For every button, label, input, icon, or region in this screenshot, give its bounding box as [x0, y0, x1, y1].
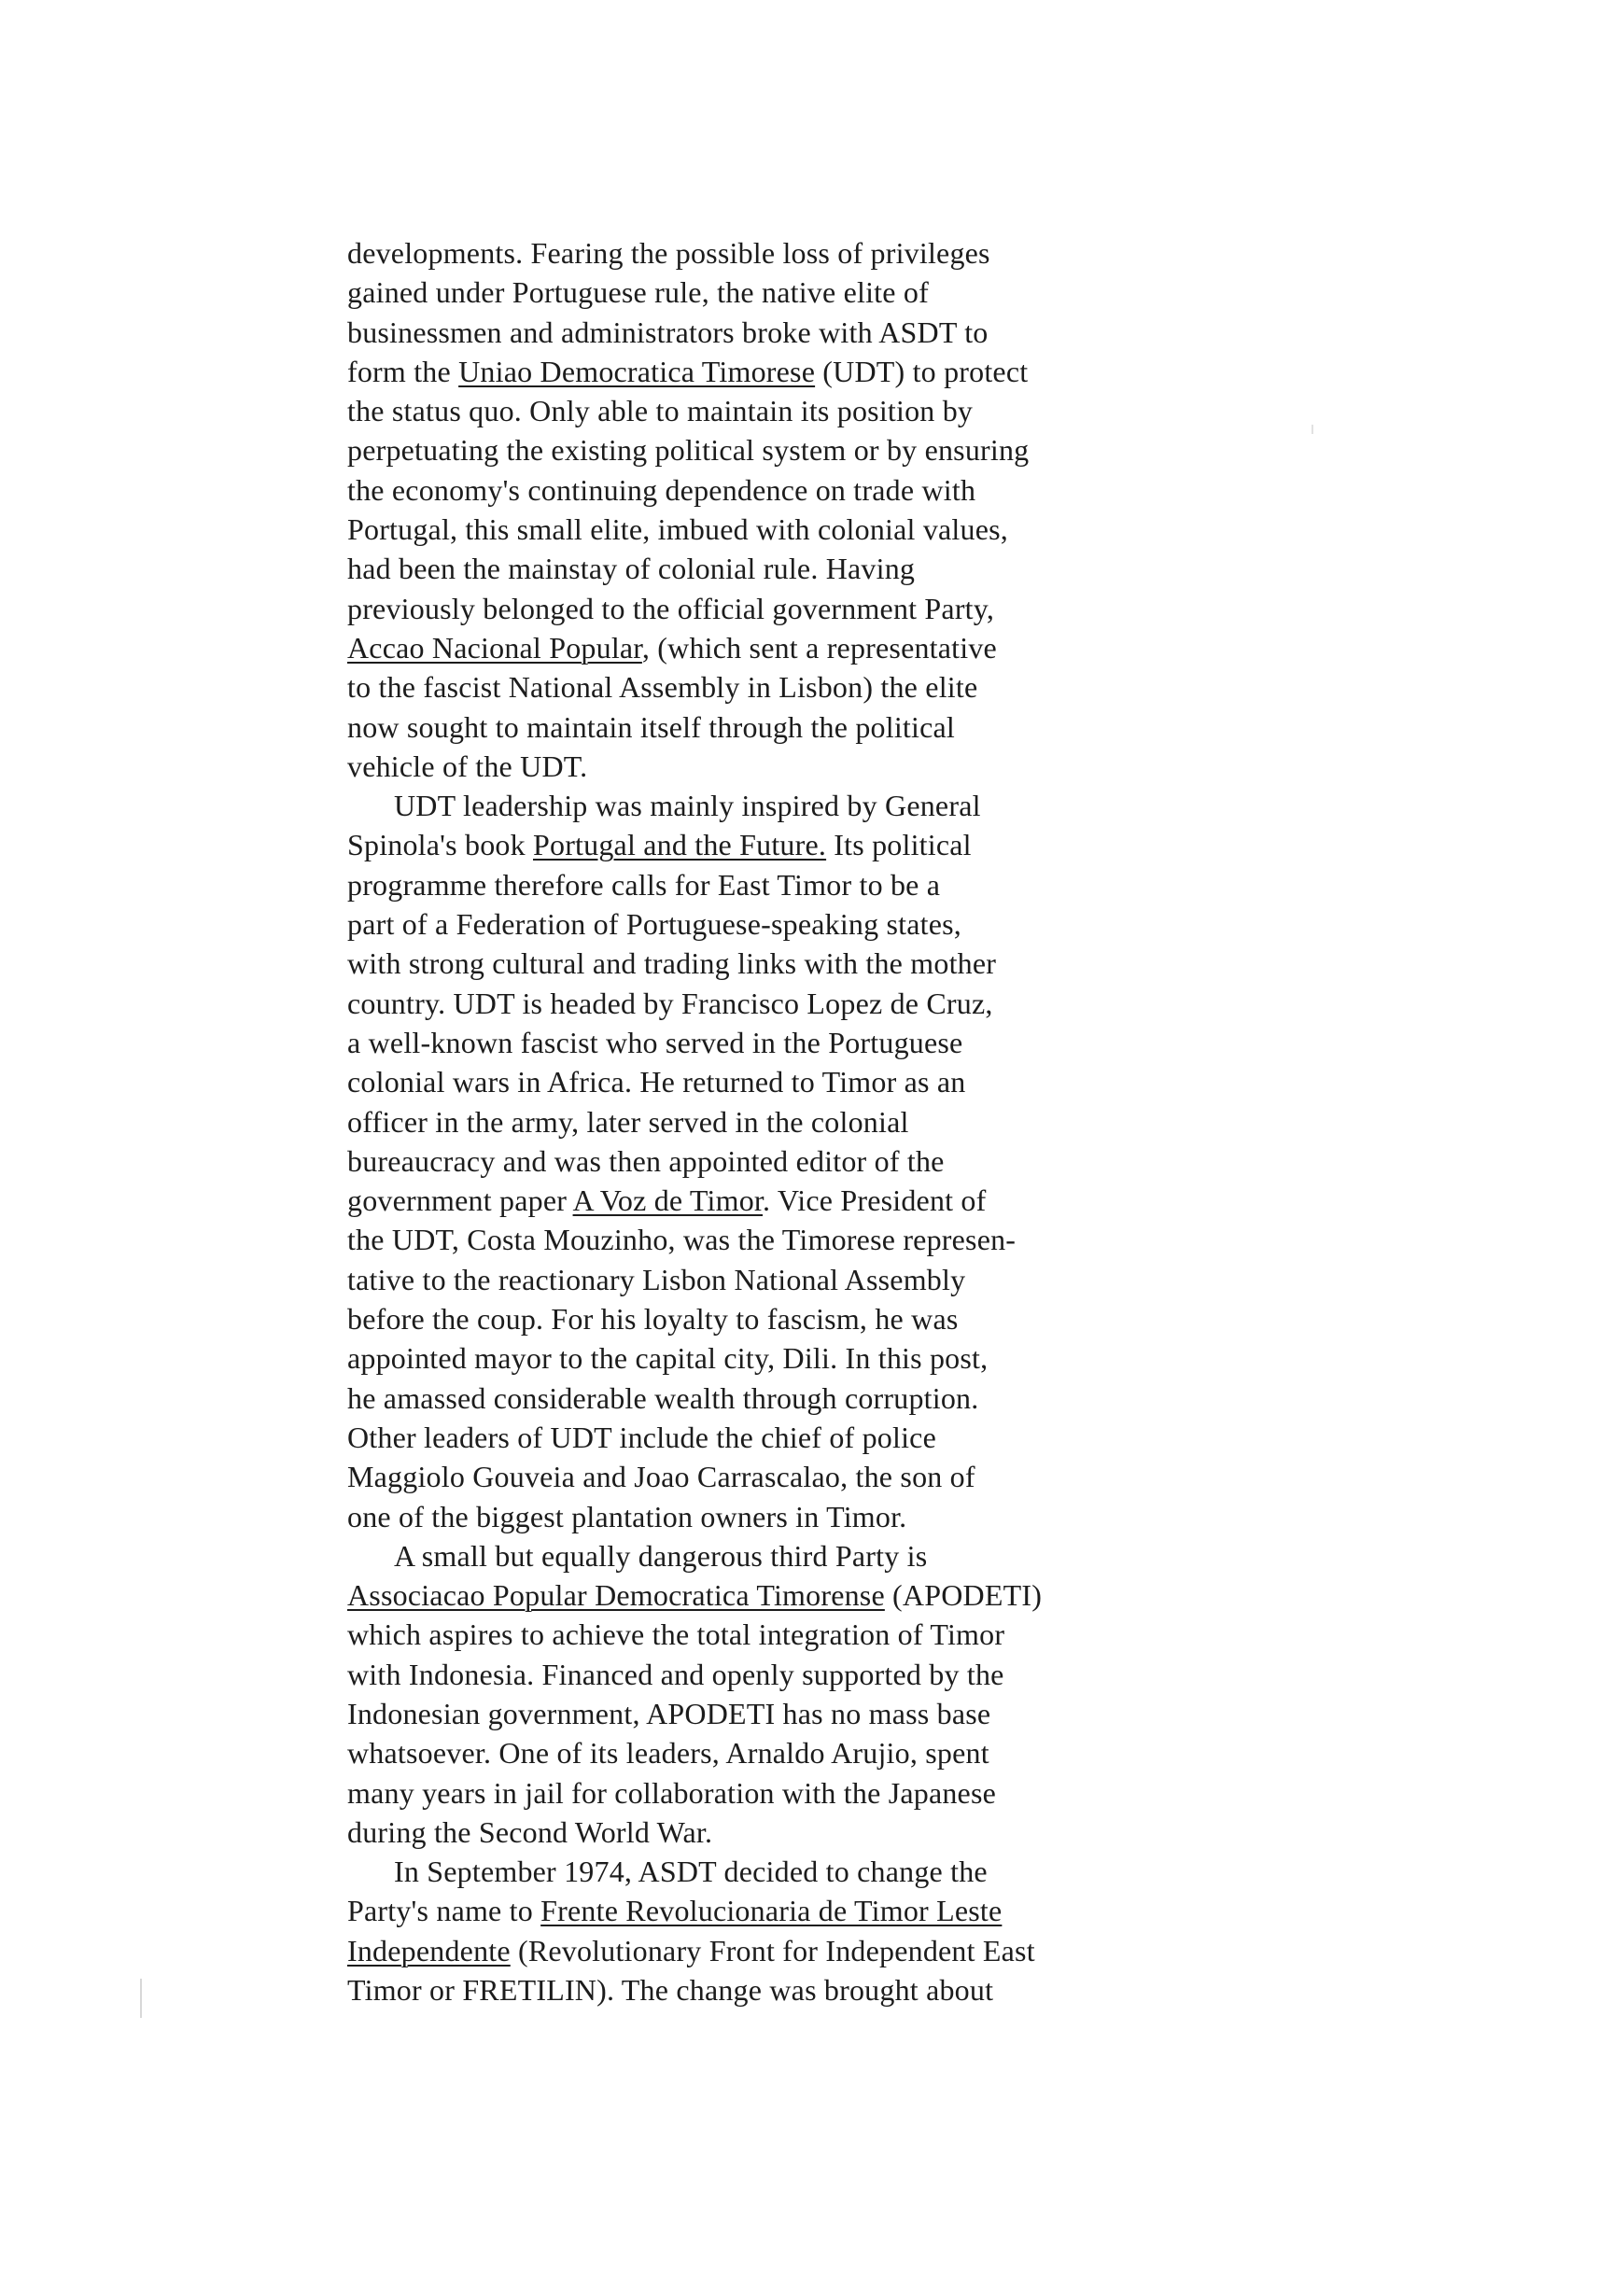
text-line [347, 628, 1243, 667]
text-segment: Maggiolo Gouveia and Joao Carrascalao, the son of [347, 1460, 975, 1494]
paragraph [347, 1536, 1243, 1852]
text-line [347, 391, 1243, 430]
text-segment: . Vice President of [763, 1183, 987, 1218]
text-segment: the status quo. Only able to maintain its position by [347, 394, 974, 428]
text-segment: appointed mayor to the capital city, Dili. In this post, [347, 1341, 989, 1376]
text-segment: the UDT, Costa Mouzinho, was the Timorese represen- [347, 1223, 1017, 1257]
text-column [347, 233, 1243, 2009]
text-segment: with Indonesia. Financed and openly supported by the [347, 1657, 1004, 1691]
underlined-title: A Voz de Timor [572, 1183, 764, 1218]
text-line [347, 1970, 1243, 2009]
text-line [347, 1891, 1243, 1930]
text-line [347, 1655, 1243, 1694]
text-segment: country. UDT is headed by Francisco Lopez de Cruz, [347, 986, 993, 1020]
text-line [347, 825, 1243, 864]
text-segment: one of the biggest plantation owners in Timor. [347, 1499, 907, 1533]
text-segment: Portugal, this small elite, imbued with colonial values, [347, 512, 1008, 547]
text-line [347, 1931, 1243, 1970]
text-line [347, 1813, 1243, 1852]
text-segment: In September 1974, ASDT decided to change the [394, 1855, 988, 1889]
text-segment: UDT leadership was mainly inspired by General [394, 789, 981, 823]
text-segment: perpetuating the existing political system or by ensuring [347, 433, 1030, 468]
text-line [347, 1181, 1243, 1220]
text-line [347, 747, 1243, 786]
text-segment: a well-known fascist who served in the Portuguese [347, 1025, 963, 1059]
paragraph [347, 233, 1243, 786]
text-line [347, 904, 1243, 944]
text-line [347, 1615, 1243, 1654]
underlined-title: Independente [347, 1933, 511, 1967]
text-line [347, 1457, 1243, 1496]
text-line [347, 1497, 1243, 1536]
paragraph [347, 1852, 1243, 2009]
text-line [347, 1260, 1243, 1299]
text-segment: gained under Portuguese rule, the native elite of [347, 275, 929, 310]
text-segment: Party's name to [347, 1894, 541, 1928]
text-line [347, 1379, 1243, 1418]
text-line [347, 1299, 1243, 1338]
text-line [347, 984, 1243, 1023]
underlined-title: Associacao Popular Democratica Timorense [347, 1578, 885, 1613]
text-line [347, 549, 1243, 588]
text-line [347, 1023, 1243, 1062]
text-line [347, 352, 1243, 391]
text-line [347, 1733, 1243, 1772]
scan-artifact [1311, 425, 1313, 434]
text-line [347, 707, 1243, 747]
text-line [347, 1338, 1243, 1378]
text-line [347, 510, 1243, 549]
text-segment: before the coup. For his loyalty to fascism, he was [347, 1302, 959, 1337]
text-line [347, 865, 1243, 904]
text-segment: which aspires to achieve the total integration of Timor [347, 1617, 1005, 1652]
text-segment: many years in jail for collaboration with the Japanese [347, 1775, 997, 1810]
text-line [347, 313, 1243, 352]
text-segment: during the Second World War. [347, 1814, 713, 1849]
text-segment: programme therefore calls for East Timor to be a [347, 867, 941, 902]
text-segment: Timor or FRETILIN). The change was brought about [347, 1973, 994, 2008]
underlined-title: Frente Revolucionaria de Timor Leste [540, 1894, 1003, 1928]
text-segment: whatsoever. One of its leaders, Arnaldo Arujio, spent [347, 1736, 989, 1771]
text-line [347, 944, 1243, 983]
text-line [347, 1536, 1243, 1575]
scan-artifact [140, 1979, 142, 2018]
text-line [347, 667, 1243, 707]
text-segment: (Revolutionary Front for Independent East [510, 1933, 1035, 1967]
text-line [347, 430, 1243, 469]
text-segment: the economy's continuing dependence on trade with [347, 472, 976, 507]
text-segment: with strong cultural and trading links with the mother [347, 946, 997, 981]
text-line [347, 233, 1243, 273]
underlined-title: Uniao Democratica Timorese [458, 354, 816, 388]
text-line [347, 1418, 1243, 1457]
text-segment: businessmen and administrators broke with ASDT to [347, 315, 989, 349]
text-segment: government paper [347, 1183, 573, 1218]
text-segment: to the fascist National Assembly in Lisbon) the elite [347, 670, 978, 705]
text-line [347, 786, 1243, 825]
paragraph [347, 786, 1243, 1536]
text-segment: A small but equally dangerous third Party is [394, 1538, 928, 1573]
text-line [347, 1852, 1243, 1891]
text-segment: (APODETI) [884, 1578, 1043, 1613]
text-segment: previously belonged to the official government Party, [347, 591, 995, 625]
text-line [347, 589, 1243, 628]
text-segment: developments. Fearing the possible loss of privileges [347, 236, 990, 270]
text-line [347, 1102, 1243, 1141]
text-segment: officer in the army, later served in the colonial [347, 1104, 909, 1139]
text-line [347, 1773, 1243, 1813]
text-line [347, 1220, 1243, 1259]
text-segment: had been the mainstay of colonial rule. Having [347, 552, 916, 586]
text-segment: part of a Federation of Portuguese-speaking states, [347, 907, 962, 942]
text-line [347, 1694, 1243, 1733]
text-segment: , (which sent a representative [641, 630, 997, 665]
text-segment: Indonesian government, APODETI has no mass base [347, 1696, 991, 1730]
text-segment: form the [347, 354, 459, 388]
underlined-title: Accao Nacional Popular [347, 630, 642, 665]
text-segment: bureaucracy and was then appointed editor of the [347, 1143, 945, 1178]
text-segment: vehicle of the UDT. [347, 749, 588, 783]
text-line [347, 1141, 1243, 1181]
text-segment: Its political [826, 828, 972, 862]
text-segment: Spinola's book [347, 828, 533, 862]
text-segment: (UDT) to protect [815, 354, 1029, 388]
text-line [347, 1062, 1243, 1101]
text-segment: Other leaders of UDT include the chief of police [347, 1420, 936, 1454]
text-line [347, 470, 1243, 510]
text-line [347, 273, 1243, 312]
underlined-title: Portugal and the Future. [533, 828, 827, 862]
text-segment: he amassed considerable wealth through corruption. [347, 1380, 979, 1415]
text-segment: tative to the reactionary Lisbon National Assembly [347, 1262, 966, 1296]
text-line [347, 1575, 1243, 1615]
text-segment: now sought to maintain itself through the political [347, 709, 955, 744]
text-segment: colonial wars in Africa. He returned to Timor as an [347, 1065, 966, 1099]
